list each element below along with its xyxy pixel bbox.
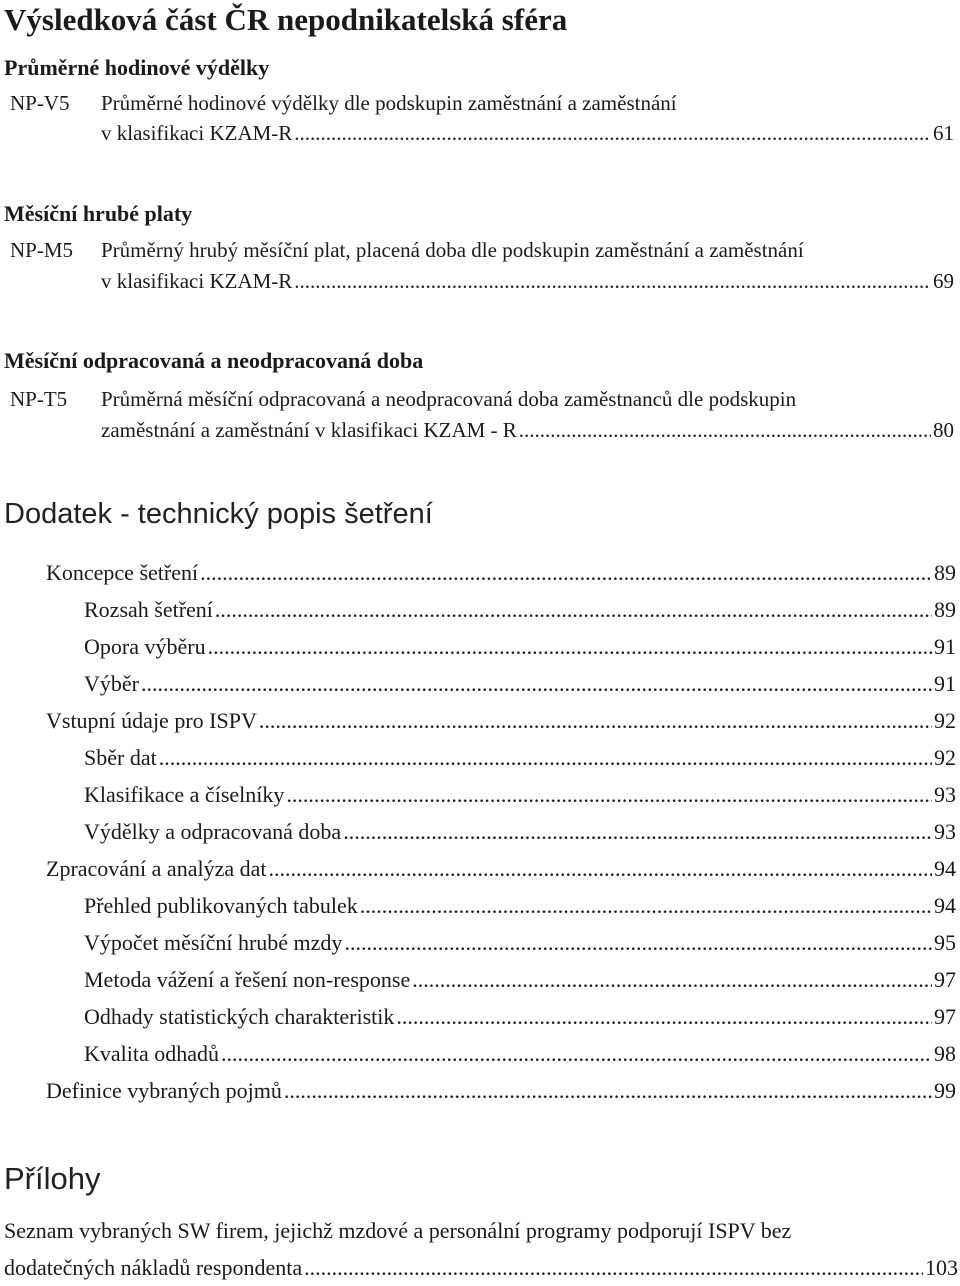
- toc-entry[interactable]: [101, 418, 954, 443]
- page-number: 93: [934, 782, 956, 807]
- page-number: 94: [934, 893, 956, 918]
- table-code: NP-V5: [10, 91, 70, 115]
- dot-leader: [221, 1041, 932, 1067]
- toc-entry-label: Metoda vážení a řešení non-response: [84, 967, 411, 992]
- toc-entry[interactable]: [84, 1041, 956, 1067]
- page-number: 69: [933, 269, 954, 293]
- toc-entry[interactable]: [84, 819, 956, 845]
- page-number: 91: [934, 634, 956, 659]
- section-title-attachments: Přílohy: [4, 1161, 101, 1196]
- dot-leader: [343, 819, 932, 845]
- dot-leader: [344, 930, 932, 956]
- page-number: 91: [934, 671, 956, 696]
- dot-leader: [360, 893, 932, 919]
- toc-entry[interactable]: [84, 597, 956, 623]
- dot-leader: [284, 1078, 932, 1104]
- page-number: 94: [934, 856, 956, 881]
- toc-entry[interactable]: [101, 269, 954, 294]
- dot-leader: [259, 708, 932, 734]
- toc-entry-label: Výdělky a odpracovaná doba: [84, 819, 342, 844]
- entry-line: Průměrná měsíční odpracovaná a neodpracovaná doba zaměstnanců dle podskupin: [101, 387, 797, 411]
- page-number: 89: [934, 560, 956, 585]
- page-number: 92: [934, 745, 956, 770]
- dot-leader: [200, 560, 932, 586]
- toc-entry[interactable]: [46, 708, 956, 734]
- dot-leader: [294, 121, 931, 146]
- dot-leader: [268, 856, 932, 882]
- dot-leader: [215, 597, 932, 623]
- toc-entry[interactable]: [84, 634, 956, 660]
- toc-entry-label: Opora výběru: [84, 634, 206, 659]
- toc-entry-label: Odhady statistických charakteristik: [84, 1004, 395, 1029]
- toc-entry-label: Zpracování a analýza dat: [46, 856, 267, 881]
- page-number: 89: [934, 597, 956, 622]
- section-title-appendix: Dodatek - technický popis šetření: [4, 498, 433, 530]
- toc-entry-label: Kvalita odhadů: [84, 1041, 220, 1066]
- dot-leader: [141, 671, 932, 697]
- dot-leader: [208, 634, 932, 660]
- page-number: 95: [934, 930, 956, 955]
- page-number: 97: [934, 1004, 956, 1029]
- dot-leader: [412, 967, 932, 993]
- toc-entry-label: Výběr: [84, 671, 139, 696]
- toc-entry[interactable]: [84, 893, 956, 919]
- group-heading-monthly-gross: Měsíční hrubé platy: [4, 201, 193, 226]
- toc-entry-label: Vstupní údaje pro ISPV: [46, 708, 257, 733]
- toc-entry-label: Sběr dat: [84, 745, 157, 770]
- toc-entry-label: Klasifikace a číselníky: [84, 782, 285, 807]
- group-heading-hourly: Průměrné hodinové výdělky: [4, 55, 270, 80]
- page-number: 93: [934, 819, 956, 844]
- page-number: 80: [933, 418, 954, 442]
- entry-line: Seznam vybraných SW firem, jejichž mzdové a personální programy podporují ISPV bez: [4, 1218, 792, 1243]
- section-title-results: Výsledková část ČR nepodnikatelská sféra: [4, 2, 568, 37]
- entry-line: Průměrné hodinové výdělky dle podskupin zaměstnání a zaměstnání: [101, 91, 677, 115]
- toc-entry-label: Koncepce šetření: [46, 560, 199, 585]
- toc-entry-label: Přehled publikovaných tabulek: [84, 893, 358, 918]
- entry-line: Průměrný hrubý měsíční plat, placená doba dle podskupin zaměstnání a zaměstnání: [101, 238, 804, 262]
- page-number: 99: [934, 1078, 956, 1103]
- toc-entry[interactable]: [4, 1255, 958, 1281]
- toc-entry[interactable]: [101, 121, 954, 146]
- toc-entry[interactable]: [84, 1004, 956, 1030]
- entry-line: dodatečných nákladů respondenta: [4, 1255, 303, 1280]
- dot-leader: [304, 1255, 923, 1281]
- toc-entry[interactable]: [84, 782, 956, 808]
- toc-entry-label: Rozsah šetření: [84, 597, 213, 622]
- toc-entry[interactable]: [84, 930, 956, 956]
- page-number: 61: [933, 121, 954, 145]
- entry-line: v klasifikaci KZAM-R: [101, 121, 293, 145]
- table-code: NP-M5: [10, 238, 74, 262]
- dot-leader: [396, 1004, 932, 1030]
- entry-line: zaměstnání a zaměstnání v klasifikaci KZAM - R: [101, 418, 517, 442]
- page-number: 103: [925, 1255, 958, 1280]
- dot-leader: [286, 782, 932, 808]
- toc-entry[interactable]: [84, 671, 956, 697]
- toc-entry-label: Definice vybraných pojmů: [46, 1078, 282, 1103]
- page-number: 98: [934, 1041, 956, 1066]
- page-number: 97: [934, 967, 956, 992]
- toc-entry[interactable]: [46, 1078, 956, 1104]
- dot-leader: [294, 269, 931, 294]
- table-code: NP-T5: [10, 387, 68, 411]
- page-number: 92: [934, 708, 956, 733]
- dot-leader: [159, 745, 932, 771]
- toc-entry-label: Výpočet měsíční hrubé mzdy: [84, 930, 343, 955]
- toc-entry[interactable]: [84, 967, 956, 993]
- entry-line: v klasifikaci KZAM-R: [101, 269, 293, 293]
- dot-leader: [519, 418, 931, 443]
- group-heading-worked-time: Měsíční odpracovaná a neodpracovaná doba: [4, 348, 424, 373]
- toc-entry[interactable]: [46, 560, 956, 586]
- toc-entry[interactable]: [46, 856, 956, 882]
- toc-entry[interactable]: [84, 745, 956, 771]
